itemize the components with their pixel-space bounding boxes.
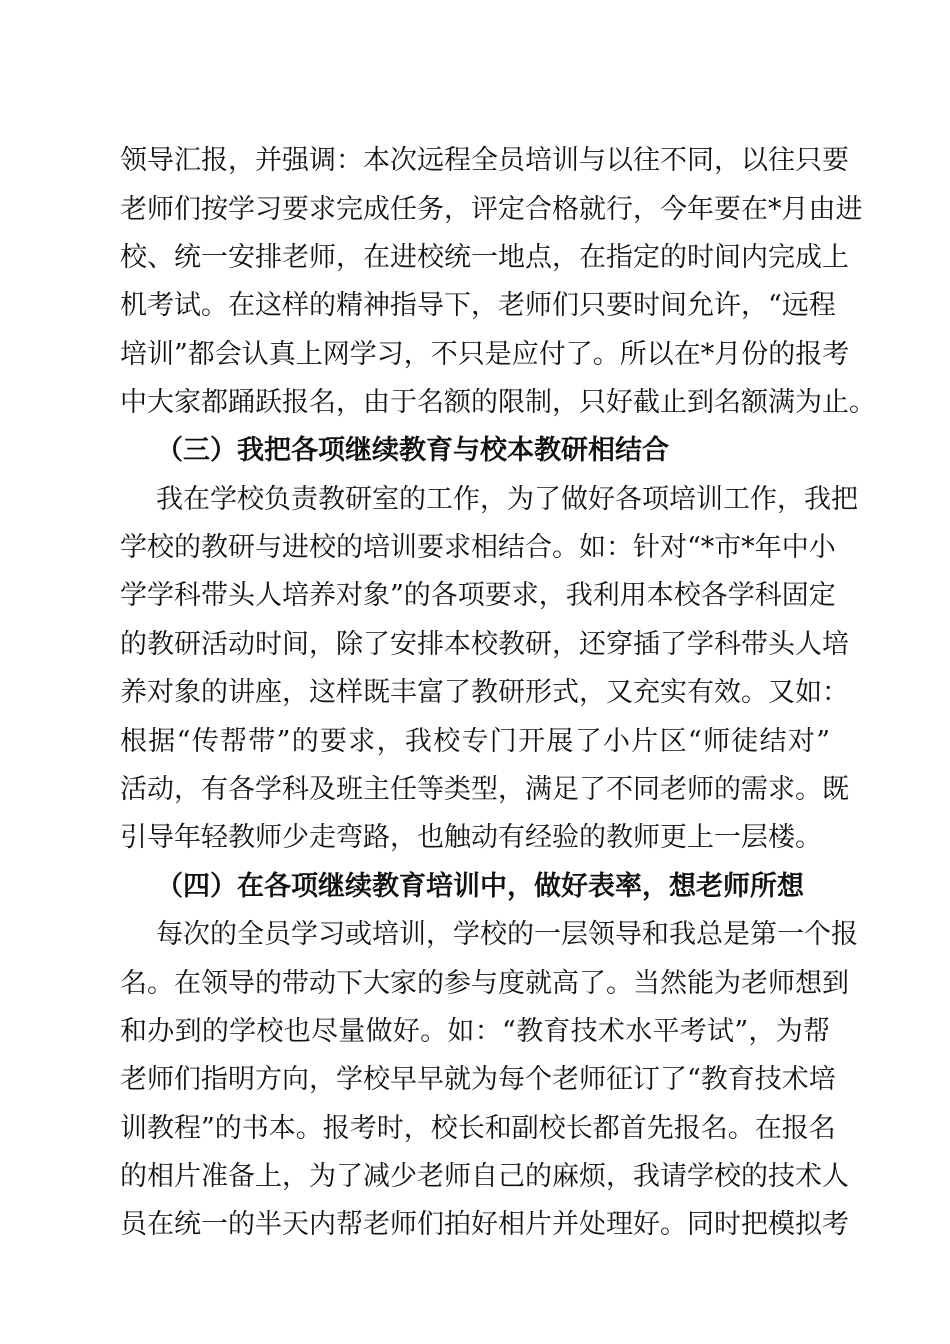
text-line: 和办到的学校也尽量做好。如：“教育技术水平考试”，为帮 [120, 1016, 830, 1047]
text-line: 我在学校负责教研室的工作，为了做好各项培训工作，我把 [156, 484, 858, 515]
section-heading-4: （四）在各项继续教育培训中，做好表率，想老师所想 [156, 871, 804, 902]
text-line: 老师们指明方向，学校早早就为每个老师征订了“教育技术培 [120, 1064, 836, 1095]
section-heading-3: （三）我把各项继续教育与校本教研相结合 [156, 435, 669, 466]
text-line: 活动，有各学科及班主任等类型，满足了不同老师的需求。既 [120, 774, 849, 805]
text-line: 学学科带头人培养对象”的各项要求，我利用本校各学科固定 [120, 580, 836, 611]
text-line: 培训”都会认真上网学习，不只是应付了。所以在*月份的报考 [120, 339, 850, 370]
text-line: 中大家都踊跃报名，由于名额的限制，只好截止到名额满为止。 [120, 387, 876, 418]
text-line: 老师们按学习要求完成任务，评定合格就行，今年要在*月由进 [120, 194, 863, 225]
text-line: 训教程”的书本。报考时，校长和副校长都首先报名。在报名 [120, 1113, 836, 1144]
text-line: 校、统一安排老师，在进校统一地点，在指定的时间内完成上 [120, 242, 849, 273]
text-line: 根据“传帮带”的要求，我校专门开展了小片区“师徒结对” [120, 726, 830, 757]
text-line: 引导年轻教师少走弯路，也触动有经验的教师更上一层楼。 [120, 822, 822, 853]
text-line: 名。在领导的带动下大家的参与度就高了。当然能为老师想到 [120, 968, 849, 999]
text-line: 每次的全员学习或培训，学校的一层领导和我总是第一个报 [156, 919, 858, 950]
text-line: 的教研活动时间，除了安排本校教研，还穿插了学科带头人培 [120, 629, 849, 660]
text-line: 的相片准备上，为了减少老师自己的麻烦，我请学校的技术人 [120, 1161, 849, 1192]
text-line: 学校的教研与进校的培训要求相结合。如：针对“*市*年中小 [120, 532, 836, 563]
text-line: 机考试。在这样的精神指导下，老师们只要时间允许，“远程 [120, 290, 836, 321]
text-line: 养对象的讲座，这样既丰富了教研形式，又充实有效。又如： [120, 677, 849, 708]
text-line: 员在统一的半天内帮老师们拍好相片并处理好。同时把模拟考 [120, 1209, 849, 1240]
text-line: 领导汇报，并强调：本次远程全员培训与以往不同，以往只要 [120, 145, 849, 176]
